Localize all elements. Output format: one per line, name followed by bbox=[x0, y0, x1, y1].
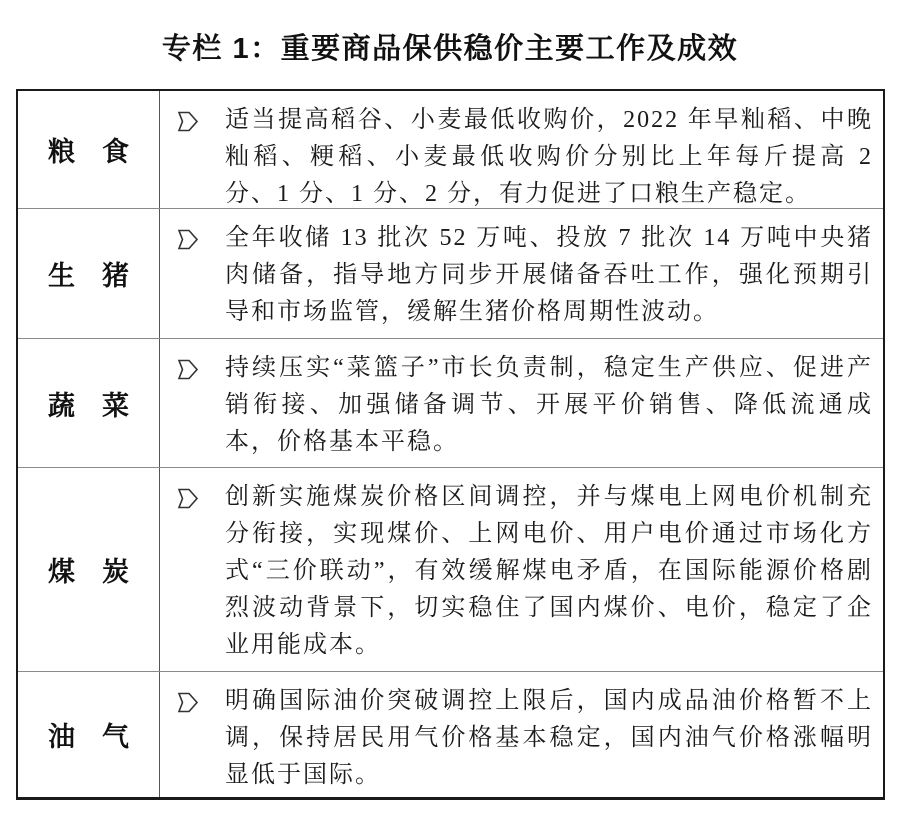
right-arrow-icon bbox=[175, 356, 201, 383]
row-content bbox=[160, 468, 883, 671]
row-label-oil-gas: 油 气 bbox=[18, 672, 160, 797]
row-text: 适当提高稻谷、小麦最低收购价，2022 年早籼稻、中晚籼稻、粳稻、小麦最低收购价分别比上年每斤提高 2 分、1 分、1 分、2 分，有力促进了口粮生产稳定。 bbox=[225, 107, 873, 207]
row-label-coal: 煤 炭 bbox=[18, 468, 160, 671]
page-title: 专栏 1：重要商品保供稳价主要工作及成效 bbox=[161, 33, 739, 65]
table-row bbox=[18, 208, 883, 338]
row-content bbox=[160, 91, 883, 208]
table-row bbox=[18, 91, 883, 208]
row-label-hogs: 生 猪 bbox=[18, 209, 160, 338]
table-row bbox=[18, 671, 883, 797]
row-text: 全年收储 13 批次 52 万吨、投放 7 批次 14 万吨中央猪肉储备，指导地方同步开展储备吞吐工作，强化预期引导和市场监管，缓解生猪价格周期性波动。 bbox=[225, 225, 873, 325]
row-content bbox=[160, 339, 883, 467]
right-arrow-icon bbox=[175, 689, 201, 716]
row-content bbox=[160, 209, 883, 338]
table-row bbox=[18, 467, 883, 671]
row-label-grain: 粮 食 bbox=[18, 91, 160, 208]
row-text: 明确国际油价突破调控上限后，国内成品油价格暂不上调，保持居民用气价格基本稳定，国内油气价格涨幅明显低于国际。 bbox=[225, 688, 873, 788]
commodity-table bbox=[16, 89, 885, 800]
table-row bbox=[18, 338, 883, 467]
right-arrow-icon bbox=[175, 108, 201, 135]
right-arrow-icon bbox=[175, 485, 201, 512]
right-arrow-icon bbox=[175, 226, 201, 253]
row-content bbox=[160, 672, 883, 797]
row-text: 持续压实“菜篮子”市长负责制，稳定生产供应、促进产销衔接、加强储备调节、开展平价销售、降低流通成本，价格基本平稳。 bbox=[225, 355, 873, 455]
row-text: 创新实施煤炭价格区间调控，并与煤电上网电价机制充分衔接，实现煤价、上网电价、用户电价通过市场化方式“三价联动”，有效缓解煤电矛盾，在国际能源价格剧烈波动背景下，切实稳住了国内煤价、电价，稳定了企业用能成本。 bbox=[225, 484, 873, 658]
row-label-vegetables: 蔬 菜 bbox=[18, 339, 160, 467]
